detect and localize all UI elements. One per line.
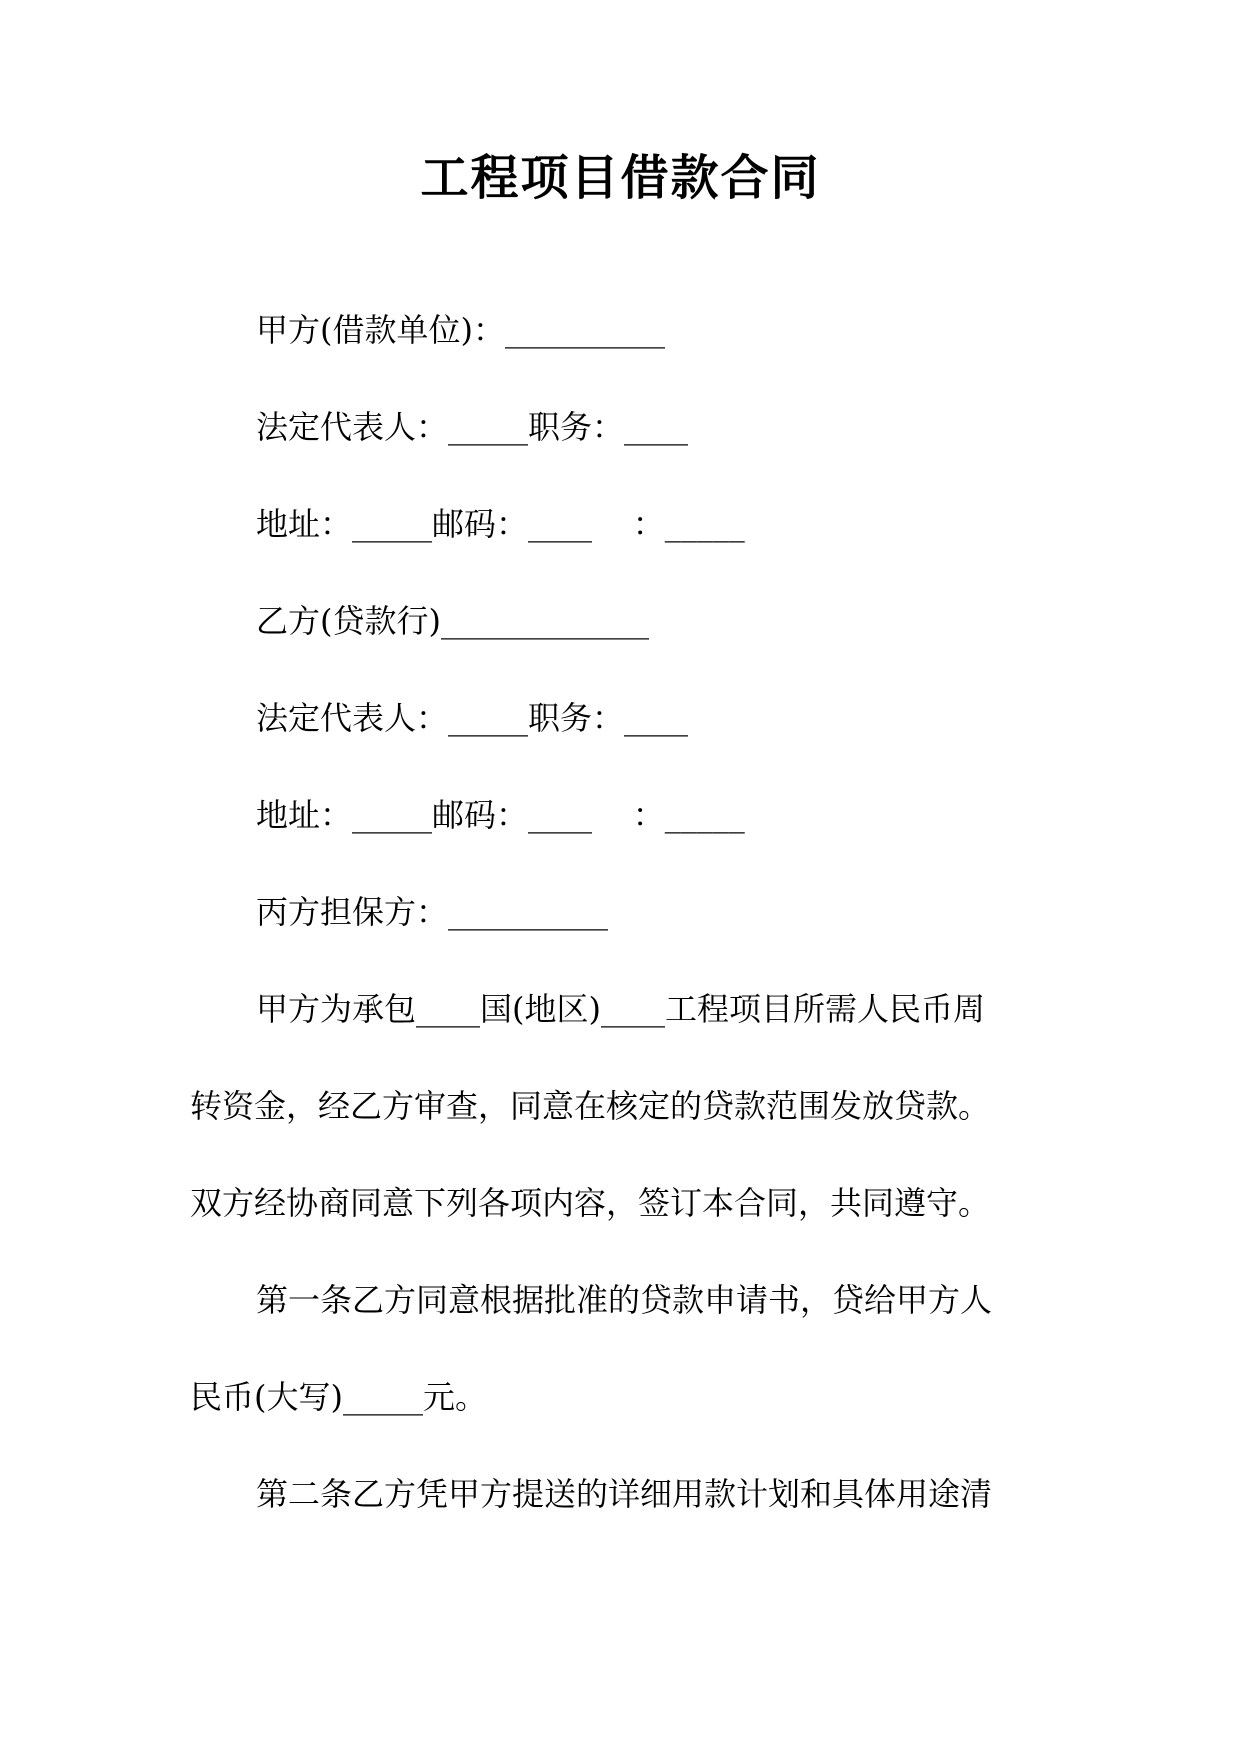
article-1-line-2: 民币(大写)_____元。 <box>190 1378 487 1416</box>
document-title: 工程项目借款合同 <box>420 150 821 206</box>
party-b-representative: 法定代表人：_____职务：____ <box>256 699 689 737</box>
preamble-line-2: 转资金，经乙方审查，同意在核定的贷款范围发放贷款。 <box>190 1087 991 1125</box>
party-a-borrower: 甲方(借款单位)：__________ <box>256 311 665 349</box>
article-2-line-1: 第二条乙方凭甲方提送的详细用款计划和具体用途清 <box>256 1475 993 1513</box>
article-1-line-1: 第一条乙方同意根据批准的贷款申请书，贷给甲方人 <box>256 1281 993 1319</box>
party-b-lender: 乙方(贷款行)_____________ <box>256 602 649 640</box>
preamble-line-1: 甲方为承包____国(地区)____工程项目所需人民币周 <box>256 990 985 1028</box>
party-a-address: 地址：_____邮码：____ ：_____ <box>256 505 745 543</box>
party-a-representative: 法定代表人：_____职务：____ <box>256 408 689 446</box>
party-c-guarantor: 丙方担保方：__________ <box>256 893 609 931</box>
party-b-address: 地址：_____邮码：____ ：_____ <box>256 796 745 834</box>
preamble-line-3: 双方经协商同意下列各项内容，签订本合同，共同遵守。 <box>190 1184 991 1222</box>
